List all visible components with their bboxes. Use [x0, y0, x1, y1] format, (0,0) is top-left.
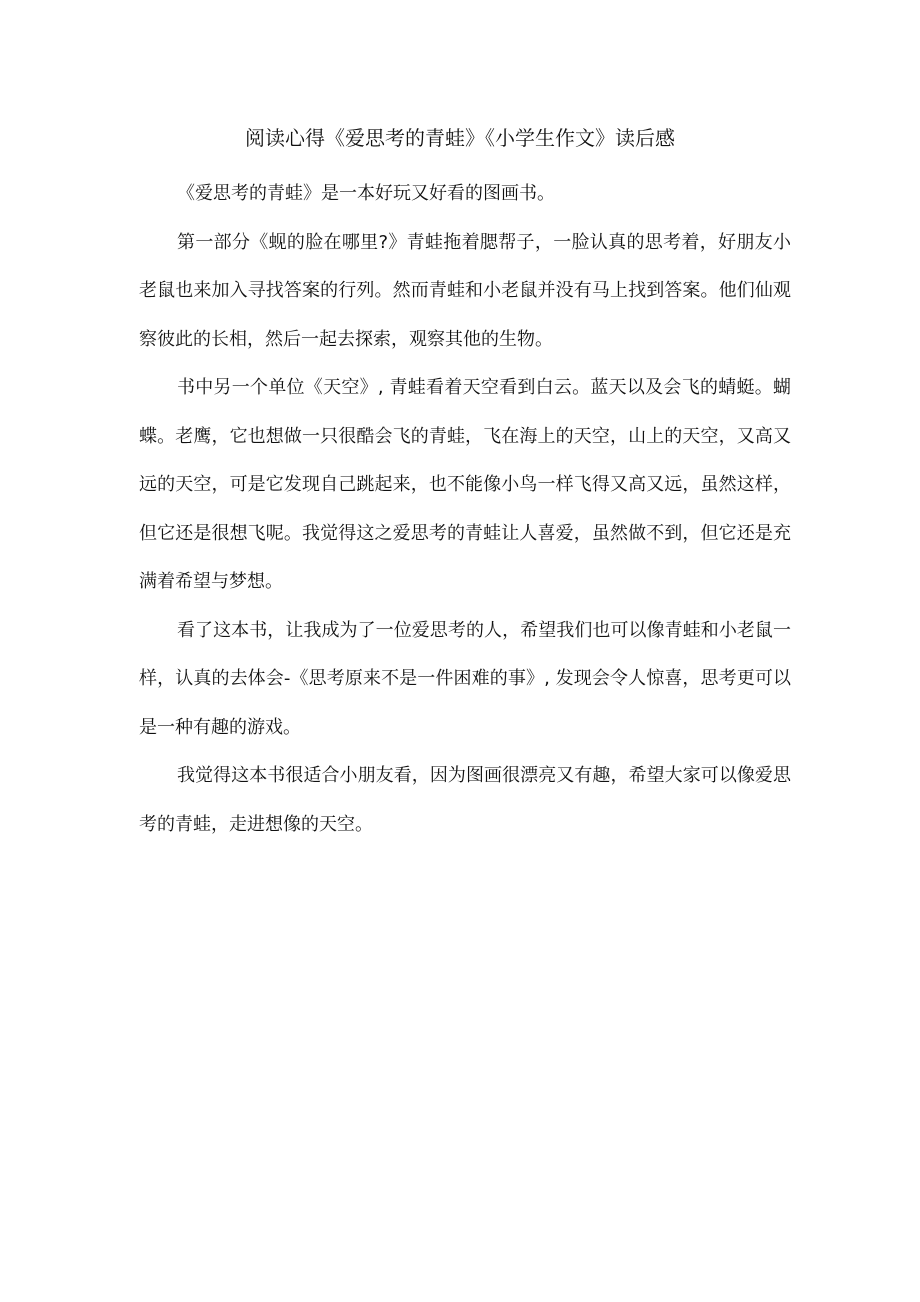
paragraph-4: 看了这本书，让我成为了一位爱思考的人，希望我们也可以像青蛙和小老鼠一样，认真的去体会-《思考原来不是一件困难的事》, 发现会令人惊喜，思考更可以是一种有趣的游戏。 — [139, 619, 791, 738]
document-body — [139, 170, 791, 849]
paragraph-5: 我觉得这本书很适合小朋友看，因为图画很漂亮又有趣，希望大家可以像爱思考的青蛙，走进想像的天空。 — [139, 765, 791, 835]
paragraph-1: 《爱思考的青蛙》是一本好玩又好看的图画书。 — [177, 183, 555, 204]
paragraph-2: 第一部分《蚬的脸在哪里?》青蛙拖着腮帮子，一脸认真的思考着，好朋友小老鼠也来加入寻找答案的行列。然而青蛙和小老鼠并没有马上找到答案。他们仙观察彼此的长相，然后一起去探索，观察其他的生物。 — [139, 231, 791, 350]
paragraph-3: 书中另一个单位《天空》, 青蛙看着天空看到白云。蓝天以及会飞的蜻蜓。蝴蝶。老鹰，它也想做一只很酷会飞的青蛙，飞在海上的天空，山上的天空，又高又远的天空，可是它发现自己跳起来，也不能像小鸟一样飞得又高又远，虽然这样，但它还是很想飞呢。我觉得这之爱思考的青蛙让人喜爱，虽然做不到，但它还是充满着希望与梦想。 — [139, 377, 791, 592]
document-title: 阅读心得《爱思考的青蛙》《小学生作文》读后感 — [245, 126, 675, 150]
